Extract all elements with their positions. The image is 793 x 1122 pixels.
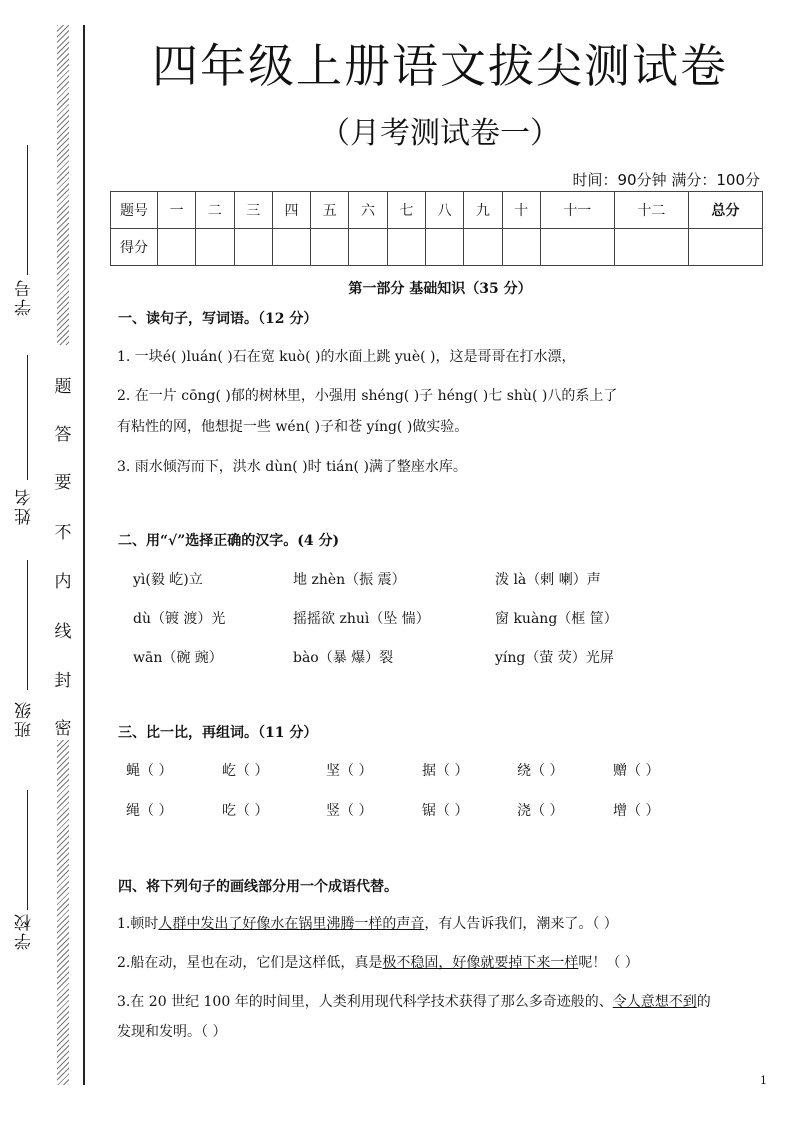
score-table	[110, 191, 763, 266]
table-cell: 十一	[540, 192, 614, 229]
q2-item: 地 zhèn（振 震）	[293, 572, 406, 588]
score-input-cell[interactable]	[158, 229, 196, 266]
sentence-text: 呢！（ ）	[578, 955, 639, 971]
q2-item: yì(毅 屹)立	[133, 572, 203, 588]
sentence-text: 3.在 20 世纪 100 年的时间里，人类利用现代科学技术获得了那么多奇迹般的、	[117, 994, 613, 1010]
q3-item: 蝇（ ）	[126, 763, 173, 779]
exam-subtitle: （月考测试卷一）	[320, 116, 560, 151]
q4-sentence-3	[117, 991, 711, 1011]
sentence-text: 的	[696, 994, 711, 1010]
binding-line	[83, 25, 85, 1085]
q4-sentence-3-cont: 发现和发明。（ ）	[117, 1024, 227, 1040]
q3-item: 浇（ ）	[517, 803, 564, 819]
q4-sentence-2	[117, 952, 639, 972]
seal-char: 答	[54, 420, 72, 445]
seal-char: 不	[54, 518, 72, 543]
table-cell: 二	[196, 192, 234, 229]
q4-heading: 四、将下列句子的画线部分用一个成语代替。	[118, 879, 398, 895]
sentence-text: 1.顿时	[117, 916, 159, 932]
label-school: 学校	[15, 912, 35, 950]
score-table-header-row	[111, 192, 763, 229]
underlined-phrase: 人群中发出了好像水在锅里沸腾一样的声音	[158, 916, 425, 932]
sentence-text: 2.船在动，星也在动，它们是这样低，真是	[117, 955, 383, 971]
sentence-text: ，有人告诉我们，潮来了。（ ）	[424, 916, 618, 932]
table-cell: 十二	[614, 192, 688, 229]
q3-item: 赠（ ）	[613, 763, 660, 779]
q2-item: bào（暴 爆）裂	[293, 650, 394, 666]
underlined-phrase: 令人意想不到	[612, 994, 697, 1010]
table-cell: 四	[272, 192, 310, 229]
q2-heading: 二、用“√”选择正确的汉字。(4 分)	[118, 533, 340, 549]
score-input-cell[interactable]	[311, 229, 349, 266]
q2-item: yíng（萤 荧）光屏	[495, 650, 614, 666]
q1-heading: 一、读句子，写词语。（12 分）	[118, 311, 318, 327]
score-input-cell[interactable]	[464, 229, 502, 266]
hatch-strip	[57, 740, 69, 1085]
q1-line-2-cont: 有粘性的网，他想捉一些 wén( )子和苍 yíng( )做实验。	[117, 419, 469, 435]
label-name: 姓名	[15, 487, 35, 525]
q1-line-1: 1. 一块é( )luán( )石在宽 kuò( )的水面上跳 yuè( )，这是哥哥在打水漂，	[117, 349, 576, 365]
binding-margin	[0, 0, 95, 1122]
table-cell: 九	[464, 192, 502, 229]
score-input-cell[interactable]	[425, 229, 463, 266]
q3-item: 锯（ ）	[422, 803, 469, 819]
fill-line	[27, 355, 28, 480]
table-cell: 得分	[111, 229, 158, 266]
q3-item: 竖（ ）	[326, 803, 373, 819]
score-input-cell[interactable]	[387, 229, 425, 266]
score-input-cell[interactable]	[614, 229, 688, 266]
table-cell: 七	[387, 192, 425, 229]
fill-line	[27, 145, 28, 275]
fill-line	[27, 560, 28, 690]
exam-title: 四年级上册语文拔尖测试卷	[152, 39, 728, 93]
seal-char: 题	[54, 372, 72, 397]
score-input-cell[interactable]	[688, 229, 762, 266]
q1-line-2: 2. 在一片 cōng( )郁的树林里，小强用 shéng( )子 héng( )七 shù( )八的系上了	[117, 388, 618, 404]
seal-char: 要	[54, 468, 72, 493]
q3-item: 增（ ）	[613, 803, 660, 819]
table-cell: 十	[502, 192, 540, 229]
score-input-cell[interactable]	[540, 229, 614, 266]
score-input-cell[interactable]	[196, 229, 234, 266]
q3-item: 坚（ ）	[326, 763, 373, 779]
label-student-number: 学号	[15, 278, 35, 316]
table-cell: 八	[425, 192, 463, 229]
underlined-phrase: 极不稳固，好像就要掉下来一样	[382, 955, 579, 971]
table-cell: 一	[158, 192, 196, 229]
page-number: 1	[760, 1074, 767, 1087]
score-input-cell[interactable]	[349, 229, 387, 266]
table-cell: 题号	[111, 192, 158, 229]
table-cell: 五	[311, 192, 349, 229]
time-info: 时间：90分钟 满分：100分	[572, 171, 760, 189]
table-cell: 三	[234, 192, 272, 229]
fill-line	[27, 790, 28, 910]
q2-item: 窗 kuàng（框 筐）	[495, 611, 618, 627]
q3-item: 吃（ ）	[222, 803, 269, 819]
score-input-cell[interactable]	[234, 229, 272, 266]
score-input-cell[interactable]	[272, 229, 310, 266]
table-cell: 六	[349, 192, 387, 229]
q1-line-3: 3. 雨水倾泻而下，洪水 dùn( )时 tián( )满了整座水库。	[117, 459, 467, 475]
score-table-score-row	[111, 229, 763, 266]
q2-item: dù（镀 渡）光	[133, 611, 226, 627]
seal-char: 内	[54, 567, 72, 592]
q3-heading: 三、比一比，再组词。（11 分）	[118, 725, 318, 741]
seal-char: 密	[54, 714, 72, 739]
table-cell: 总分	[688, 192, 762, 229]
q3-item: 绕（ ）	[517, 763, 564, 779]
q3-item: 屹（ ）	[222, 763, 269, 779]
part-heading: 第一部分 基础知识（35 分）	[348, 281, 532, 297]
q2-item: wān（碗 豌）	[133, 650, 223, 666]
hatch-strip	[57, 25, 69, 345]
label-class: 班级	[15, 700, 35, 738]
seal-char: 线	[54, 617, 72, 642]
q3-item: 据（ ）	[422, 763, 469, 779]
score-input-cell[interactable]	[502, 229, 540, 266]
q2-item: 摇摇欲 zhuì（坠 惴）	[293, 611, 430, 627]
seal-char: 封	[54, 666, 72, 691]
q2-item: 泼 là（剌 喇）声	[495, 572, 601, 588]
q4-sentence-1	[117, 913, 618, 933]
q3-item: 绳（ ）	[126, 803, 173, 819]
